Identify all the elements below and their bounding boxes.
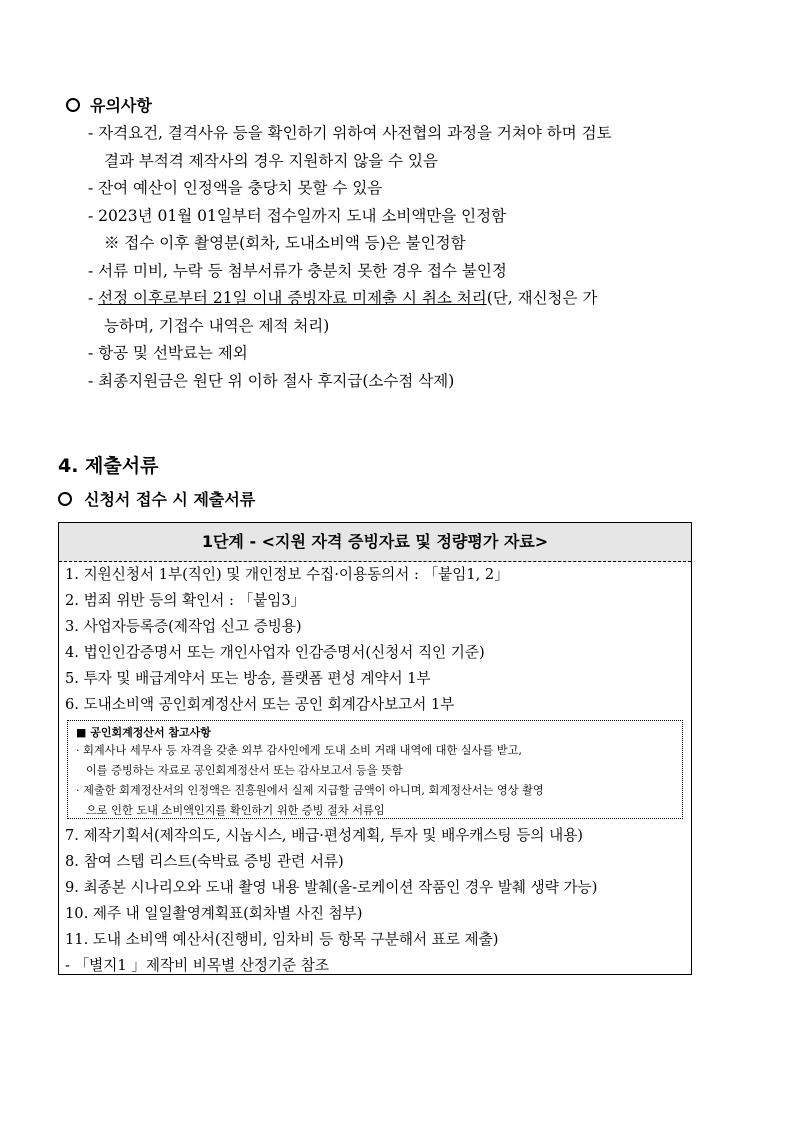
circle-bullet-icon [66, 98, 80, 112]
caution-item: - 최종지원금은 원단 위 이하 절사 후지급(소수점 삭제) [88, 371, 455, 390]
caution-section [66, 92, 746, 395]
note-line: · 회계사나 세무사 등 자격을 갖춘 외부 감사인에게 도내 소비 거래 내역에 대한 실사를 받고, [76, 744, 522, 757]
caution-item: - 자격요건, 결격사유 등을 확인하기 위하여 사전협의 과정을 거쳐야 하며 검토 [88, 124, 612, 142]
section-title: 4. 제출서류 [58, 455, 159, 477]
table-body [59, 562, 691, 979]
table-header: 1단계 - <지원 자격 증빙자료 및 정량평가 자료> [59, 523, 691, 562]
note-box [67, 720, 683, 819]
document-item: 8. 참여 스텝 리스트(숙박료 증빙 관련 서류) [65, 853, 344, 870]
sub-title: 신청서 접수 시 제출서류 [58, 487, 255, 510]
document-item: 5. 투자 및 배급계약서 또는 방송, 플랫폼 편성 계약서 1부 [65, 670, 431, 687]
document-item: 9. 최종본 시나리오와 도내 촬영 내용 발췌(올-로케이션 작품인 경우 발췌 생략 가능) [65, 879, 598, 896]
caution-item: - 선정 이후로부터 21일 이내 증빙자료 미제출 시 취소 처리(단, 재신청은 가 [88, 289, 598, 307]
note-line: 이를 증빙하는 자료로 공인회계정산서 또는 감사보고서 등을 뜻함 [86, 764, 403, 777]
note-line: · 제출한 회계정산서의 인정액은 진흥원에서 실제 지급할 금액이 아니며, 회계정산서는 영상 촬영 [76, 784, 544, 797]
note-line: 으로 인한 도내 소비액인지를 확인하기 위한 증빙 절차 서류임 [86, 804, 385, 817]
document-item: 4. 법인인감증명서 또는 개인사업자 인감증명서(신청서 직인 기준) [65, 644, 485, 661]
caution-item-cont: 결과 부적격 제작사의 경우 지원하지 않을 수 있음 [104, 151, 438, 170]
caution-item: - 2023년 01월 01일부터 접수일까지 도내 소비액만을 인정함 [88, 206, 507, 225]
document-item: 2. 범죄 위반 등의 확인서 : 「붙임3」 [65, 592, 306, 609]
note-title: ■ 공인회계정산서 참고사항 [76, 726, 211, 739]
document-item: 7. 제작기획서(제작의도, 시놉시스, 배급·편성계획, 투자 및 배우캐스팅 등의 내용) [65, 827, 584, 844]
document-item: 6. 도내소비액 공인회계정산서 또는 공인 회계감사보고서 1부 [65, 696, 455, 713]
document-item-reference: - 「별지1 」제작비 비목별 산정기준 참조 [65, 957, 329, 974]
document-item: 1. 지원신청서 1부(직인) 및 개인정보 수집·이용동의서 : 「붙임1, 2」 [65, 566, 509, 583]
caution-item: - 항공 및 선박료는 제외 [88, 344, 248, 362]
caution-item: - 잔여 예산이 인정액을 충당치 못할 수 있음 [88, 179, 383, 197]
circle-bullet-icon [58, 492, 72, 506]
document-item: 11. 도내 소비액 예산서(진행비, 임차비 등 항목 구분해서 표로 제출) [65, 931, 499, 948]
caution-item: - 서류 미비, 누락 등 첨부서류가 충분치 못한 경우 접수 불인정 [88, 261, 507, 280]
caution-title: 유의사항 [66, 92, 746, 120]
caution-item-cont: 능하며, 기접수 내역은 제적 처리) [104, 316, 330, 335]
caution-list [66, 120, 746, 395]
document-item: 10. 제주 내 일일촬영계획표(회차별 사진 첨부) [65, 905, 363, 922]
document-item: 3. 사업자등록증(제작업 신고 증빙용) [65, 618, 302, 635]
underlined-text: 선정 이후로부터 21일 이내 증빙자료 미제출 시 취소 처리 [98, 289, 487, 307]
caution-note: ※ 접수 이후 촬영분(회차, 도내소비액 등)은 불인정함 [104, 234, 466, 252]
documents-table [58, 522, 692, 975]
